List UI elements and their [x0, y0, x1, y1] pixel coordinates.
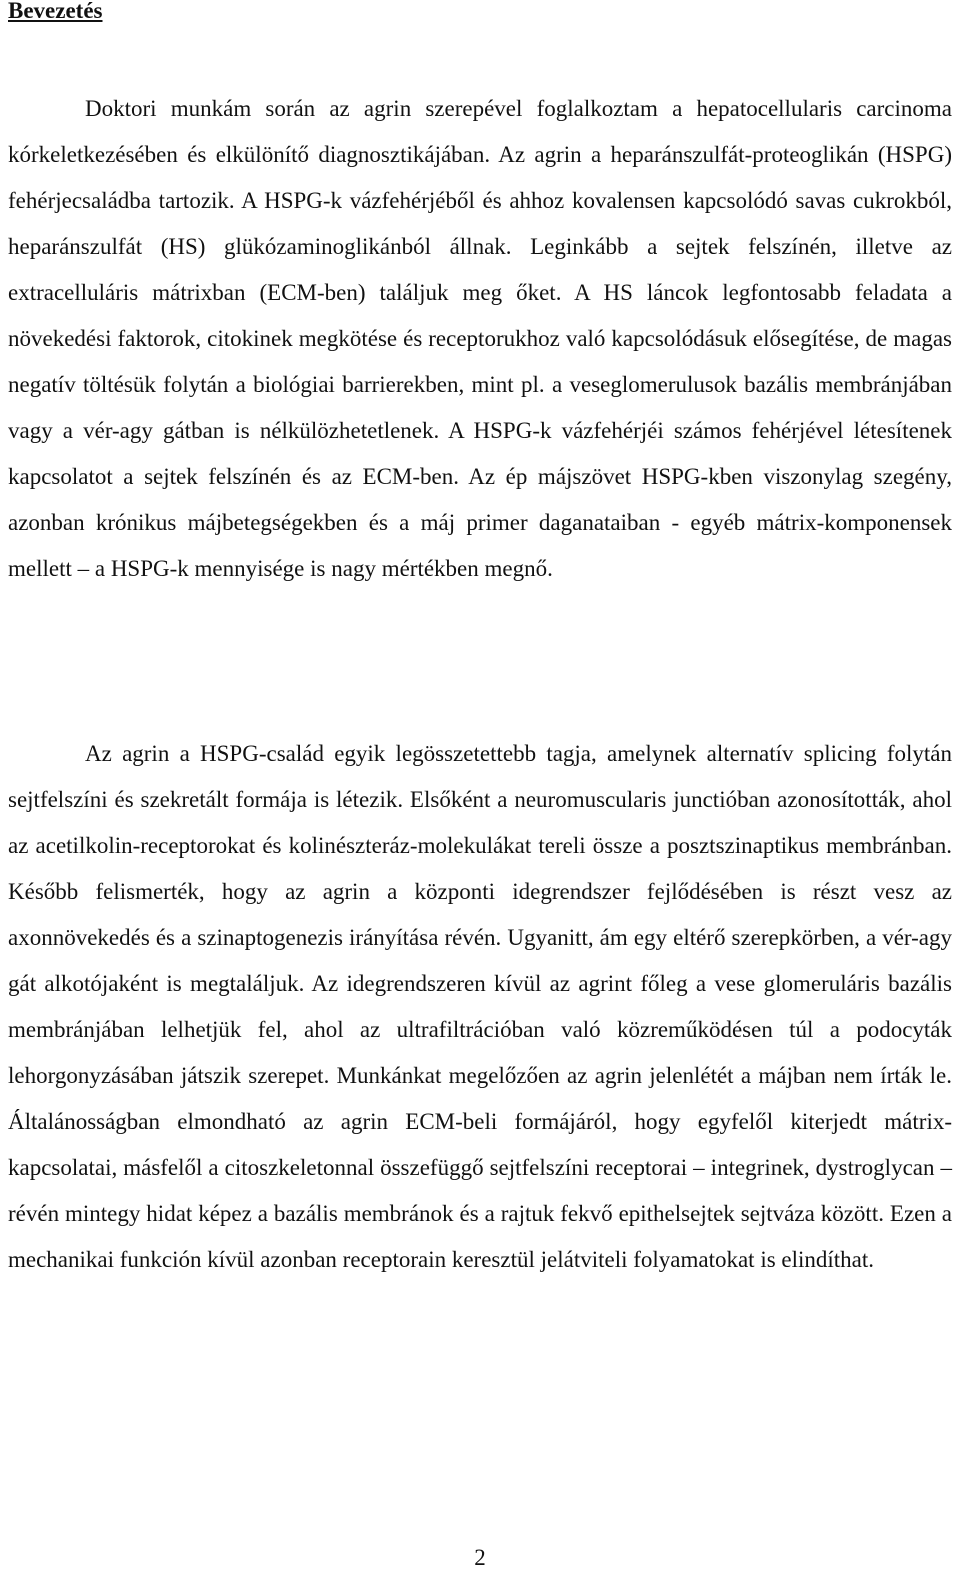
paragraph-1: Doktori munkám során az agrin szerepével foglalkoztam a hepatocellularis carcinoma kórkeletkezésében és elkülönítő diagnosztikájában. Az agrin a heparánszulfát-proteoglikán (HSPG) fehérjecsaládba tartozik. A HSPG-k vázfehérjéből és ahhoz kovalensen kapcsolódó savas cukrokból, heparánszulfát (HS) glükózaminoglikánból állnak. Leginkább a sejtek felszínén, illetve az extracelluláris mátrixban (ECM-ben) találjuk meg őket. A HS láncok legfontosabb feladata a növekedési faktorok, citokinek megkötése és receptorukhoz való kapcsolódásuk elősegítése, de magas negatív töltésük folytán a biológiai barrierekben, mint pl. a veseglomerulusok bazális membránjában vagy a vér-agy gátban is nélkülözhetetlenek. A HSPG-k vázfehérjéi számos fehérjével létesítenek kapcsolatot a sejtek felszínén és az ECM-ben. Az ép májszövet HSPG-kben viszonylag szegény, azonban krónikus májbetegségekben és a máj primer daganataiban - egyéb mátrix-komponensek mellett – a HSPG-k mennyisége is nagy mértékben megnő. — [8, 96, 952, 581]
page-number: 2 — [474, 1545, 486, 1570]
paragraph-2: Az agrin a HSPG-család egyik legösszetettebb tagja, amelynek alternatív splicing folytán sejtfelszíni és szekretált formája is létezik. Elsőként a neuromuscularis junctióban azonosították, ahol az acetilkolin-receptorokat és kolinészteráz-molekulákat tereli össze a posztszinaptikus membránban. Később felismerték, hogy az agrin a központi idegrendszer fejlődésében is részt vesz az axonnövekedés és a szinaptogenezis irányítása révén. Ugyanitt, ám egy eltérő szerepkörben, a vér-agy gát alkotójaként is megtaláljuk. Az idegrendszeren kívül az agrint főleg a vese glomeruláris bazális membránjában lelhetjük fel, ahol az ultrafiltrációban való közreműködésen túl a podocyták lehorgonyzásában játszik szerepet. Munkánkat megelőzően az agrin jelenlétét a májban nem írták le. Általánosságban elmondható az agrin ECM-beli formájáról, hogy egyfelől kiterjedt mátrix-kapcsolatai, másfelől a citoszkeletonnal összefüggő sejtfelszíni receptorai – integrinek, dystroglycan – révén mintegy hidat képez a bazális membránok és a rajtuk fekvő epithelsejtek sejtváza között. Ezen a mechanikai funkción kívül azonban receptorain keresztül jelátviteli folyamatokat is elindíthat. — [8, 741, 952, 1272]
section-heading: Bevezetés — [8, 0, 103, 23]
